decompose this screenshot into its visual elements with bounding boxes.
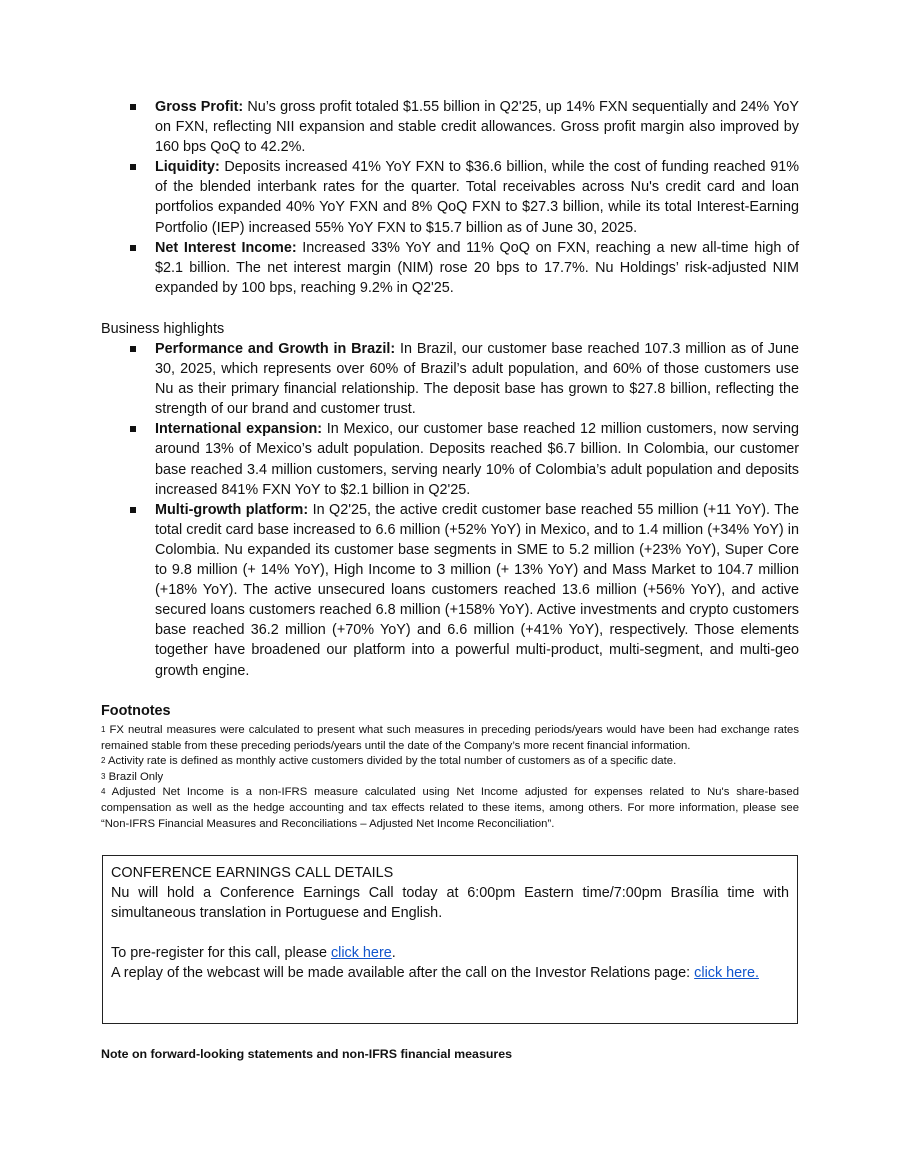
call-box-description: Nu will hold a Conference Earnings Call today at 6:00pm Eastern time/7:00pm Brasília time with simultaneous translation in Portuguese and English.: [111, 885, 789, 921]
bullet-label: Multi-growth platform:: [155, 501, 309, 518]
bullet-text: Nu’s gross profit totaled $1.55 billion in Q2'25, up 14% FXN sequentially and 24% YoY on FXN, reflecting NII expansion and stable credit allowances. Gross profit margin also improved by 160 bps QoQ to 42.2%.: [155, 99, 800, 156]
footnote-marker: 2: [101, 756, 106, 766]
footnote-text: Adjusted Net Income is a non-IFRS measure calculated using Net Income adjusted for expenses related to Nu's share-based compensation as well as the hedge accounting and tax effects related to these items, among others. For more information, please see “Non-IFRS Financial Measures and Reconciliations – Adjusted Net Income Reconciliation”.: [101, 786, 799, 830]
bullet-text: Deposits increased 41% YoY FXN to $36.6 billion, while the cost of funding reached 91% of the blended interbank rates for the quarter. Total receivables across Nu's credit card and loan portfolios expanded 40% YoY FXN and 8% QoQ FXN to $27.3 billion, while its total Interest-Earning Portfolio (IEP) increased 55% YoY FXN to $15.7 billion as of June 30, 2025.: [155, 159, 799, 236]
bullet-label: Liquidity:: [155, 159, 220, 176]
list-item: [101, 157, 799, 237]
footnote-text: Brazil Only: [105, 770, 164, 783]
replay-text: A replay of the webcast will be made available after the call on the Investor Relations page:: [111, 965, 695, 981]
bullet-label: International expansion:: [155, 421, 323, 438]
footnote-marker: 4: [101, 787, 106, 797]
business-highlights-heading: Business highlights: [101, 321, 225, 337]
bullet-text: In Brazil, our customer base reached 107.3 million as of June 30, 2025, which represents over 60% of Brazil’s adult population, and 60% of those customers use Nu as their primary financial relationship. The deposit base has grown to $27.8 billion, reflecting the strength of our brand and customer trust.: [155, 341, 800, 418]
footnote-marker: 3: [101, 771, 106, 781]
financial-highlights-list: [101, 97, 799, 298]
preregister-link[interactable]: click here: [330, 945, 392, 961]
footnote-text: FX neutral measures were calculated to present what such measures in preceding periods/years would have been had exchange rates remained stable from these preceding periods/years until the date of the Company’s more recent financial information.: [101, 724, 799, 752]
bullet-square-icon: [130, 245, 136, 251]
footnote: [101, 723, 799, 754]
footnote: [101, 785, 799, 832]
preregister-line: [111, 943, 789, 963]
bullet-text: In Mexico, our customer base reached 12 million customers, now serving around 13% of Mexico’s adult population. Deposits reached $6.7 billion. In Colombia, our customer base reached 3.4 million customers, serving nearly 10% of Colombia’s adult population and deposits increased 841% FXN YoY to $2.1 billion in Q2'25.: [155, 421, 799, 498]
bullet-text: In Q2'25, the active credit customer base reached 55 million (+11 YoY). The total credit card base increased to 6.6 million (+52% YoY) in Mexico, and to 1.4 million (+34% YoY) in Colombia. Nu expanded its customer base segments in SME to 5.2 million (+23% YoY), Super Core to 9.8 million (+ 14% YoY), High Income to 3 million (+ 13% YoY) and Mass Market to 104.7 million (+18% YoY). The active unsecured loans customers reached 13.6 million (+56% YoY), and active secured loans customers reached 6.8 million (+158% YoY). Active investments and crypto customers base reached 36.2 million (+70% YoY) and 6.6 million (+41% YoY), respectively. Those elements together have broadened our platform into a powerful multi-product, multi-segment, and multi-geo growth engine.: [155, 501, 799, 679]
business-highlights-list: [101, 339, 799, 681]
footnote-marker: 1: [101, 725, 106, 734]
call-box-title: CONFERENCE EARNINGS CALL DETAILS: [111, 865, 394, 881]
footnote-text: Activity rate is defined as monthly active customers divided by the total number of customers as of a specific date.: [105, 755, 677, 768]
preregister-end: .: [391, 945, 396, 961]
bullet-square-icon: [130, 426, 136, 432]
list-item: [101, 419, 799, 499]
footnote: [101, 770, 799, 786]
bullet-square-icon: [130, 507, 136, 513]
list-item: [101, 339, 799, 419]
forward-looking-note-heading: Note on forward-looking statements and non-IFRS financial measures: [101, 1047, 513, 1061]
footnote: [101, 754, 799, 770]
bullet-square-icon: [130, 104, 136, 110]
bullet-label: Performance and Growth in Brazil:: [155, 341, 396, 357]
list-item: [101, 238, 799, 298]
footnotes-heading: Footnotes: [101, 703, 171, 719]
bullet-text: Increased 33% YoY and 11% QoQ on FXN, reaching a new all-time high of $2.1 billion. The net interest margin (NIM) rose 20 bps to 17.7%. Nu Holdings’ risk-adjusted NIM expanded by 100 bps, reaching 9.2% in Q2'25.: [155, 239, 799, 296]
preregister-text: To pre-register for this call, please: [111, 945, 331, 961]
bullet-label: Gross Profit:: [155, 99, 244, 115]
bullet-square-icon: [130, 164, 136, 170]
replay-line: [111, 963, 789, 983]
replay-link[interactable]: click here.: [694, 965, 759, 981]
spacer: [111, 923, 789, 943]
list-item: [101, 500, 799, 681]
bullet-square-icon: [130, 346, 136, 352]
footnotes: [101, 723, 799, 832]
bullet-label: Net Interest Income:: [155, 239, 297, 256]
list-item: [101, 97, 799, 157]
earnings-call-box: [102, 855, 798, 1024]
